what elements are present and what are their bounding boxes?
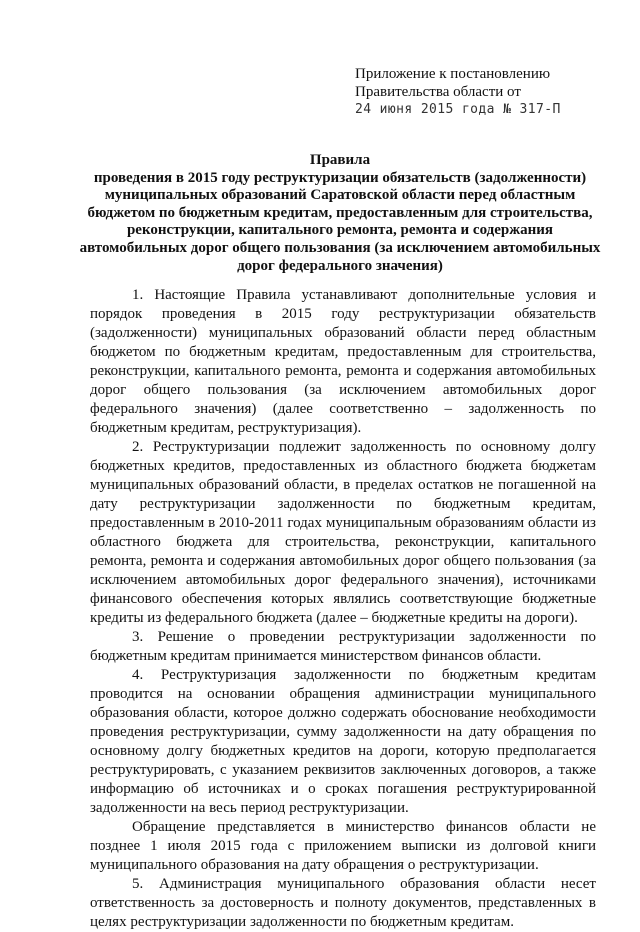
paragraph-4: 4. Реструктуризация задолженности по бюджетным кредитам проводится на основании обращения администрации муниципального образования области, которое должно содержать обоснование необходимости проведения реструктуризации, сумму задолженности на дату обращения по основному долгу бюджетных кредитов на дороги, которую предполагается реструктурировать, с указанием реквизитов заключенных договоров, а также информацию об источниках и о сроках погашения реструктурированной задолженности на весь период реструктуризации. xyxy=(90,667,596,816)
paragraph-3: 3. Решение о проведении реструктуризации задолженности по бюджетным кредитам принимается министерством финансов области. xyxy=(90,629,596,664)
paragraph-5: 5. Администрация муниципального образования области несет ответственность за достоверность и полноту документов, представленных в целях реструктуризации задолженности по бюджетным кредитам. xyxy=(90,876,596,930)
title-subtitle: проведения в 2015 году реструктуризации обязательств (задолженности) муниципальных образований Саратовской области перед областным бюджетом по бюджетным кредитам, предоставленным для строительства, реконструкции, капитального ремонта, ремонта и содержания автомобильных дорог общего пользования (за исключением автомобильных дорог федерального значения) xyxy=(79,169,601,274)
paragraph-4-continued: Обращение представляется в министерство финансов области не позднее 1 июля 2015 года с приложением выписки из долговой книги муниципального образования на дату обращения о реструктуризации. xyxy=(90,819,596,873)
appendix-line-1: Приложение к постановлению xyxy=(355,66,551,82)
document-title xyxy=(78,152,602,275)
resolution-date-stamp: 24 июня 2015 года № 317-П xyxy=(355,102,561,117)
paragraph-1: 1. Настоящие Правила устанавливают дополнительные условия и порядок проведения в 2015 году реструктуризации обязательств (задолженности) муниципальных образований области перед областным бюджетом по бюджетным кредитам, предоставленным для строительства, реконструкции, капитального ремонта, ремонта и содержания автомобильных дорог общего пользования (за исключением автомобильных дорог федерального значения) (далее соответственно – задолженность по бюджетным кредитам, реструктуризация). xyxy=(90,287,596,436)
title-word: Правила xyxy=(309,152,371,168)
appendix-note xyxy=(355,66,615,119)
appendix-line-2: Правительства области от xyxy=(355,83,521,100)
paragraph-2: 2. Реструктуризации подлежит задолженность по основному долгу бюджетных кредитов, предоставленных из областного бюджета бюджетам муниципальных образований области, в пределах остатков не погашенной на дату реструктуризации задолженности по бюджетным кредитам, предоставленным в 2010-2011 годах муниципальным образованиям области из областного бюджета для строительства, реконструкции, капитального ремонта, ремонта и содержания автомобильных дорог общего пользования (за исключением автомобильных дорог федерального значения), источниками финансового обеспечения которых являлись соответствующие бюджетные кредиты из федерального бюджета (далее – бюджетные кредиты на дороги). xyxy=(90,439,596,626)
document-body xyxy=(90,286,596,932)
